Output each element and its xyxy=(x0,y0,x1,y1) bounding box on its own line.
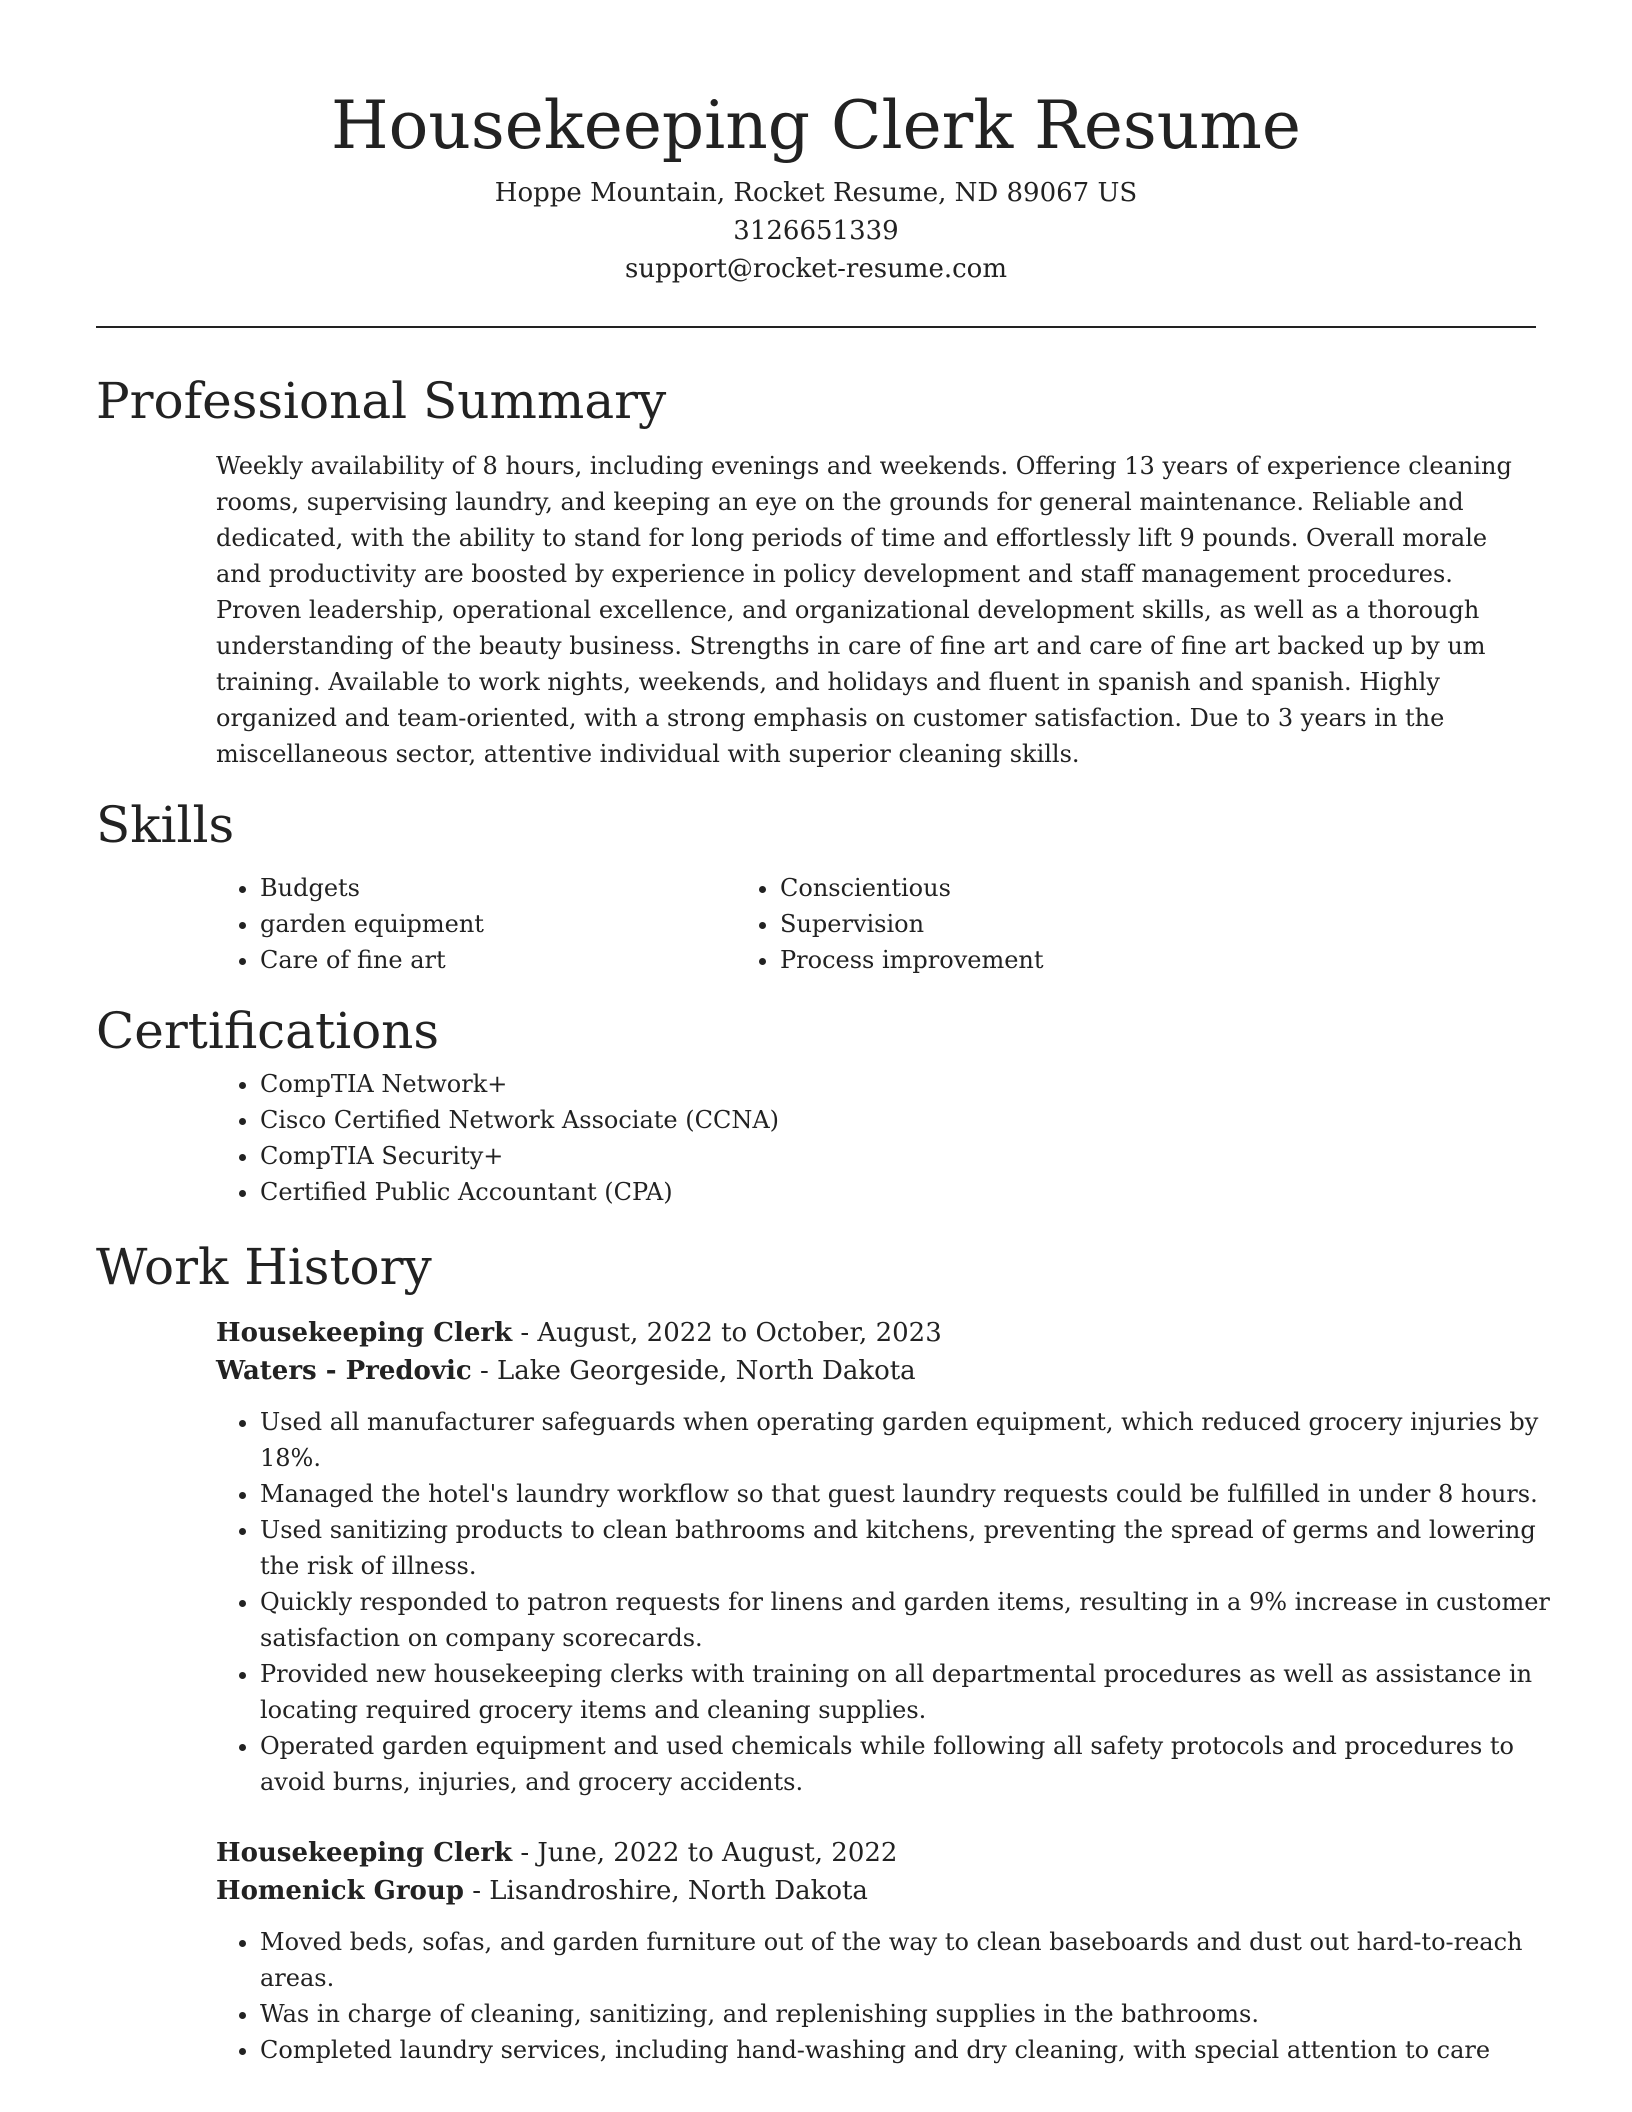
certification-item: • CompTIA Network+ xyxy=(260,1066,1536,1102)
skill-item: • garden equipment xyxy=(260,906,746,942)
job-entry xyxy=(216,1834,1536,2068)
skill-item: • Supervision xyxy=(780,906,1396,942)
certifications-heading: Certifications xyxy=(96,1002,440,1060)
skill-item: • Care of fine art xyxy=(260,942,746,978)
job-company: Homenick Group xyxy=(216,1876,464,1906)
job-duties-list xyxy=(216,1924,1550,2068)
contact-block xyxy=(96,174,1536,288)
skills-column-1 xyxy=(96,870,746,978)
job-dates: - August, 2022 to October, 2023 xyxy=(512,1318,942,1348)
job-duty-item: • Used sanitizing products to clean bathrooms and kitchens, preventing the spread of germs and lowering the risk of illness. xyxy=(260,1512,1550,1584)
job-location: - Lisandroshire, North Dakota xyxy=(463,1876,868,1906)
job-title-line xyxy=(216,1834,1536,1872)
job-duty-item: • Managed the hotel's laundry workflow so that guest laundry requests could be fulfilled in under 8 hours. xyxy=(260,1476,1550,1512)
job-entry xyxy=(216,1314,1550,1800)
header-divider xyxy=(96,326,1536,328)
job-duty-item: • Used all manufacturer safeguards when operating garden equipment, which reduced grocery injuries by 18%. xyxy=(260,1404,1550,1476)
resume-title: Housekeeping Clerk Resume xyxy=(331,87,1301,164)
job-duty-item: • Quickly responded to patron requests for linens and garden items, resulting in a 9% increase in customer satisfaction on company scorecards. xyxy=(260,1584,1550,1656)
job-duty-item: • Was in charge of cleaning, sanitizing, and replenishing supplies in the bathrooms. xyxy=(260,1996,1550,2032)
skills-section xyxy=(96,790,1536,978)
contact-phone: 3126651339 xyxy=(733,216,899,246)
job-company: Waters - Predovic xyxy=(216,1356,472,1386)
job-duty-item: • Provided new housekeeping clerks with training on all departmental procedures as well as assistance in locating required grocery items and cleaning supplies. xyxy=(260,1656,1550,1728)
job-duty-item: • Moved beds, sofas, and garden furniture out of the way to clean baseboards and dust out hard-to-reach areas. xyxy=(260,1924,1550,1996)
certifications-section xyxy=(96,996,1536,1210)
resume-header xyxy=(96,0,1536,288)
job-duties-list xyxy=(216,1404,1550,1800)
certification-item: • Certified Public Accountant (CPA) xyxy=(260,1174,1536,1210)
job-role: Housekeeping Clerk xyxy=(216,1838,513,1868)
job-duty-item: • Operated garden equipment and used chemicals while following all safety protocols and procedures to avoid burns, injuries, and grocery accidents. xyxy=(260,1728,1550,1800)
work-history-section xyxy=(96,1232,1550,2068)
contact-email: support@rocket-resume.com xyxy=(624,254,1007,284)
job-location: - Lake Georgeside, North Dakota xyxy=(471,1356,916,1386)
skill-item: • Process improvement xyxy=(780,942,1396,978)
job-company-line xyxy=(216,1872,1536,1910)
summary-text: Weekly availability of 8 hours, including evenings and weekends. Offering 13 years of experience cleaning rooms, supervising laundry, and keeping an eye on the grounds for general maintenance. Reliable and dedicated, with the ability to stand for long periods of time and effortlessly lift 9 pounds. Overall morale and productivity are boosted by experience in policy development and staff management procedures. Proven leadership, operational excellence, and organizational development skills, as well as a thorough understanding of the beauty business. Strengths in care of fine art and care of fine art backed up by um training. Available to work nights, weekends, and holidays and fluent in spanish and spanish. Highly organized and team-oriented, with a strong emphasis on customer satisfaction. Due to 3 years in the miscellaneous sector, attentive individual with superior cleaning skills. xyxy=(216,452,1512,768)
certifications-list xyxy=(96,1066,1536,1210)
skill-item: • Budgets xyxy=(260,870,746,906)
skills-heading: Skills xyxy=(96,796,235,854)
job-duty-item: • Completed laundry services, including hand-washing and dry cleaning, with special attention to care xyxy=(260,2032,1550,2068)
job-dates: - June, 2022 to August, 2022 xyxy=(512,1838,898,1868)
skills-grid xyxy=(96,870,1536,978)
work-history-heading: Work History xyxy=(96,1238,432,1296)
skill-item: • Conscientious xyxy=(780,870,1396,906)
summary-section xyxy=(96,366,1536,772)
job-company-line xyxy=(216,1352,1536,1390)
skills-column-2 xyxy=(746,870,1396,978)
job-role: Housekeeping Clerk xyxy=(216,1318,513,1348)
summary-heading: Professional Summary xyxy=(96,372,667,430)
certification-item: • Cisco Certified Network Associate (CCNA) xyxy=(260,1102,1536,1138)
job-title-line xyxy=(216,1314,1536,1352)
certification-item: • CompTIA Security+ xyxy=(260,1138,1536,1174)
contact-address: Hoppe Mountain, Rocket Resume, ND 89067 US xyxy=(494,178,1138,208)
